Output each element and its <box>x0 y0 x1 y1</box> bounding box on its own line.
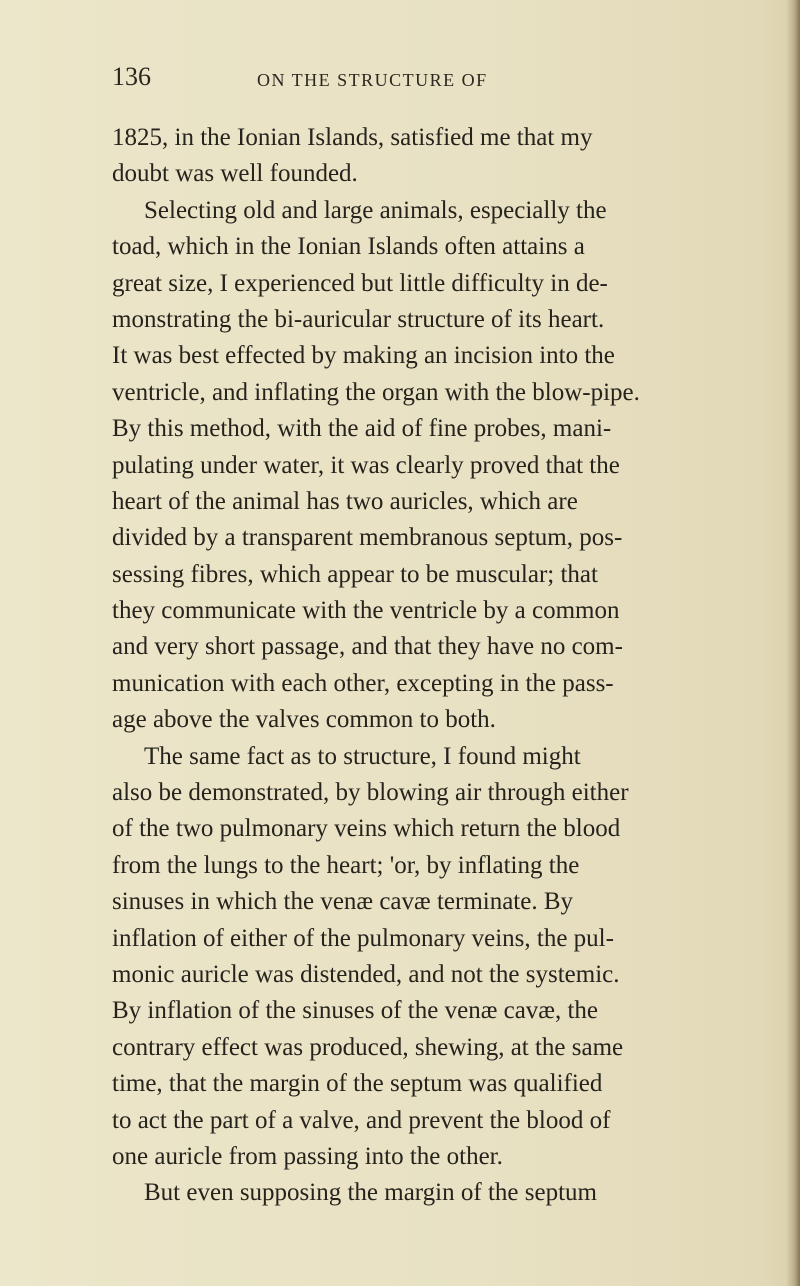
text-line: one auricle from passing into the other. <box>112 1142 503 1170</box>
text-line: time, that the margin of the septum was qualified <box>112 1070 603 1098</box>
text-line: they communicate with the ventricle by a common <box>112 597 620 625</box>
running-head: ON THE STRUCTURE OF <box>257 70 488 90</box>
text-line: sinuses in which the venæ cavæ terminate. By <box>112 888 574 916</box>
page-header <box>112 62 752 102</box>
text-line: contrary effect was produced, shewing, at the same <box>112 1033 624 1061</box>
text-line: By this method, with the aid of fine probes, mani- <box>112 415 612 443</box>
text-line: It was best effected by making an incision into the <box>112 342 615 370</box>
text-line: and very short passage, and that they have no com- <box>112 633 623 661</box>
text-line: But even supposing the margin of the septum <box>144 1179 597 1207</box>
text-line: By inflation of the sinuses of the venæ cavæ, the <box>112 997 599 1025</box>
text-line: inflation of either of the pulmonary veins, the pul- <box>112 924 614 952</box>
text-line: monstrating the bi-auricular structure of its heart. <box>112 305 605 333</box>
text-line: The same fact as to structure, I found might <box>144 742 581 770</box>
text-line: divided by a transparent membranous septum, pos- <box>112 524 623 552</box>
text-line: ventricle, and inflating the organ with the blow-pipe. <box>112 378 640 406</box>
text-line: Selecting old and large animals, especially the <box>144 196 607 224</box>
text-line: to act the part of a valve, and prevent the blood of <box>112 1106 611 1134</box>
text-line: 1825, in the Ionian Islands, satisfied me that my <box>112 124 593 151</box>
text-line: heart of the animal has two auricles, which are <box>112 487 578 515</box>
text-line: sessing fibres, which appear to be muscular; that <box>112 560 598 588</box>
text-line: great size, I experienced but little difficulty in de- <box>112 269 608 297</box>
text-line: also be demonstrated, by blowing air through either <box>112 779 629 807</box>
text-line: toad, which in the Ionian Islands often attains a <box>112 233 585 261</box>
text-line: doubt was well founded. <box>112 160 358 188</box>
body-text <box>112 120 732 1212</box>
text-line: of the two pulmonary veins which return the blood <box>112 815 621 843</box>
text-line: monic auricle was distended, and not the systemic. <box>112 960 620 988</box>
text-line: age above the valves common to both. <box>112 706 496 734</box>
text-line: pulating under water, it was clearly proved that the <box>112 451 620 479</box>
page-edge-shadow <box>786 0 800 1286</box>
page-number: 136 <box>112 62 151 91</box>
text-line: from the lungs to the heart; 'or, by inflating the <box>112 851 580 879</box>
text-line: munication with each other, excepting in the pass- <box>112 669 614 697</box>
